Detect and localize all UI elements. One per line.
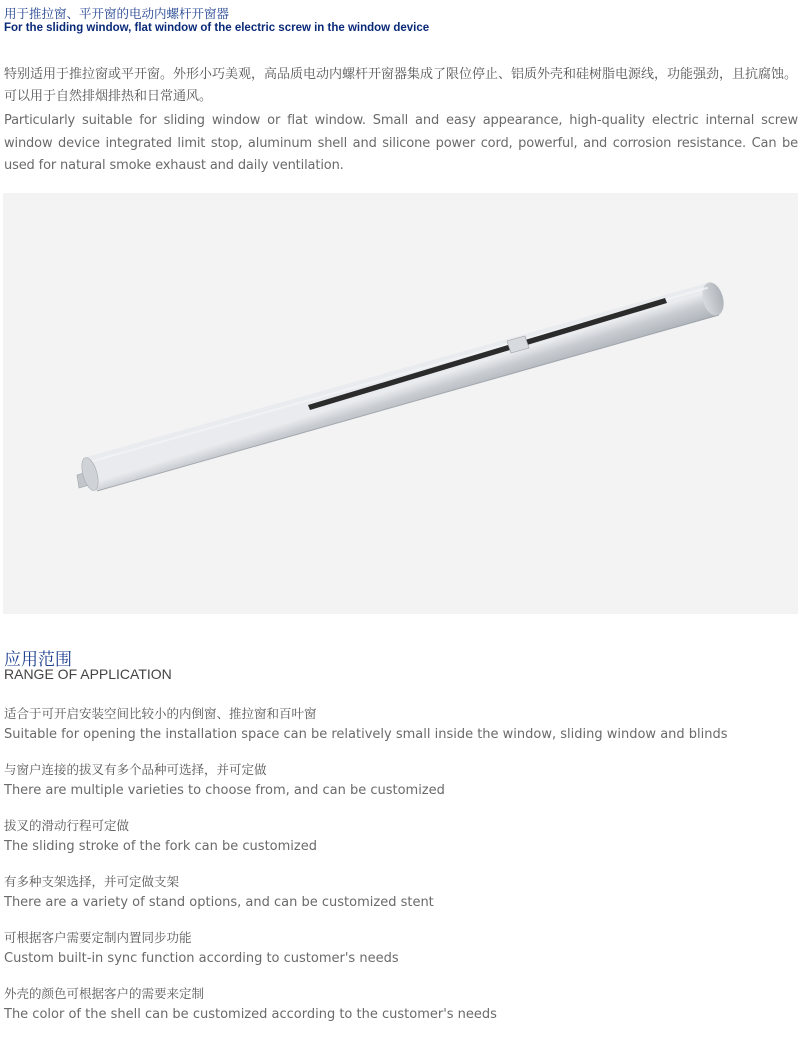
application-title-cn: 应用范围	[4, 650, 72, 670]
list-item	[4, 927, 728, 983]
list-item-en: The color of the shell can be customized according to the customer's needs	[4, 1007, 497, 1022]
list-item-cn: 可根据客户需要定制内置同步功能	[4, 930, 192, 945]
list-item-en: There are multiple varieties to choose from, and can be customized	[4, 783, 445, 798]
list-item-en: Custom built-in sync function according to customer's needs	[4, 951, 399, 966]
description-en: Particularly suitable for sliding window or flat window. Small and easy appearance, high-quality electric internal screw window device integrated limit stop, aluminum shell and silicone power cord, powerful, and corrosion resistance. Can be used for natural smoke exhaust and daily ventilation.	[4, 113, 798, 173]
list-item	[4, 871, 728, 927]
list-item-en: Suitable for opening the installation space can be relatively small inside the window, sliding window and blinds	[4, 727, 728, 742]
list-item-cn: 与窗户连接的拔叉有多个品种可选择，并可定做	[4, 762, 267, 777]
list-item-cn: 拔叉的滑动行程可定做	[4, 818, 130, 833]
list-item-cn: 有多种支架选择，并可定做支架	[4, 874, 180, 889]
application-title-en: RANGE OF APPLICATION	[4, 666, 172, 682]
list-item	[4, 983, 728, 1039]
list-item-cn: 外壳的颜色可根据客户的需要来定制	[4, 986, 205, 1001]
list-item	[4, 815, 728, 871]
description-cn: 特别适用于推拉窗或平开窗。外形小巧美观，高品质电动内螺杆开窗器集成了限位停止、铝质外壳和硅树脂电源线，功能强劲，且抗腐蚀。可以用于自然排烟排热和日常通风。	[4, 67, 798, 104]
list-item-cn: 适合于可开启安装空间比较小的内倒窗、推拉窗和百叶窗	[4, 706, 317, 721]
list-item-en: There are a variety of stand options, and can be customized stent	[4, 895, 434, 910]
header-title-en: For the sliding window, flat window of the electric screw in the window device	[4, 22, 430, 34]
list-item	[4, 703, 728, 759]
application-list	[4, 703, 728, 1039]
product-image	[3, 193, 798, 614]
window-opener-product-illustration	[3, 193, 798, 614]
header-title-cn: 用于推拉窗、平开窗的电动内螺杆开窗器	[4, 6, 230, 21]
list-item-en: The sliding stroke of the fork can be customized	[4, 839, 317, 854]
list-item	[4, 759, 728, 815]
